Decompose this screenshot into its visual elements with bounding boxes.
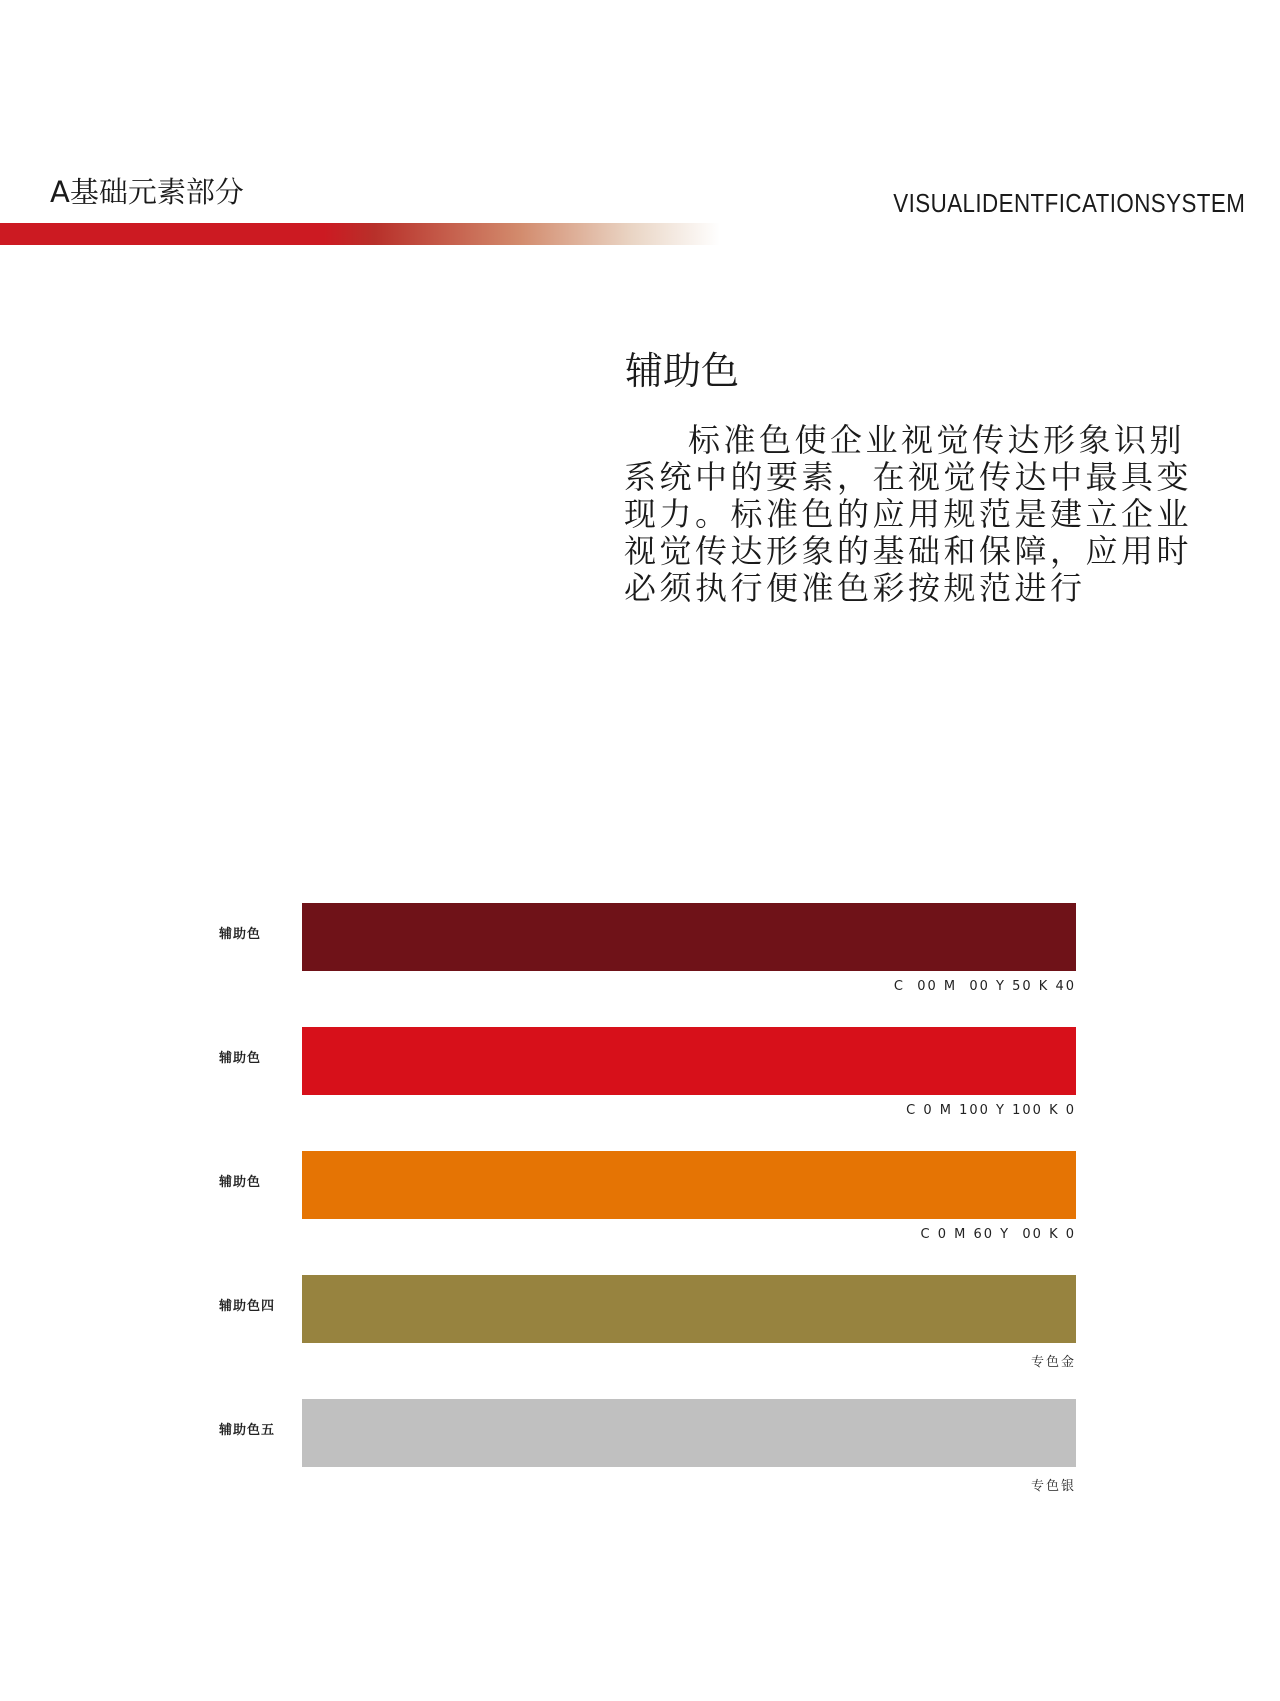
- swatch-code: 专色金: [1030, 1355, 1076, 1370]
- swatch-color-bar: [302, 1151, 1076, 1219]
- system-label: VISUALIDENTFICATIONSYSTEM: [893, 188, 1245, 218]
- swatch-code: C 00 M 00 Y 50 K 40: [893, 979, 1076, 994]
- swatch-row-5: [0, 1399, 1280, 1509]
- section-label: A基础元素部分: [50, 175, 244, 209]
- swatch-code: 专色银: [1030, 1479, 1076, 1494]
- body-paragraph: 标准色使企业视觉传达形象识别系统中的要素，在视觉传达中最具变现力。标准色的应用规范是建立企业视觉传达形象的基础和保障，应用时必须执行便准色彩按规范进行: [624, 421, 1193, 607]
- swatch-name: 辅助色: [219, 1051, 262, 1066]
- swatch-row-4: [0, 1275, 1280, 1385]
- page-title: 辅助色: [625, 349, 740, 393]
- swatch-row-3: [0, 1151, 1280, 1261]
- swatch-color-bar: [302, 1027, 1076, 1095]
- swatch-color-bar: [302, 903, 1076, 971]
- swatch-color-bar: [302, 1399, 1076, 1467]
- swatch-name: 辅助色: [219, 1175, 262, 1190]
- header-gradient-bar: [0, 223, 720, 245]
- swatch-row-2: [0, 1027, 1280, 1137]
- swatch-code: C 0 M 60 Y 00 K 0: [920, 1227, 1076, 1242]
- swatch-code: C 0 M 100 Y 100 K 0: [906, 1103, 1076, 1118]
- swatch-name: 辅助色五: [219, 1423, 276, 1438]
- swatch-name: 辅助色: [219, 927, 262, 942]
- swatch-name: 辅助色四: [219, 1299, 276, 1314]
- swatch-color-bar: [302, 1275, 1076, 1343]
- swatch-row-1: [0, 903, 1280, 1013]
